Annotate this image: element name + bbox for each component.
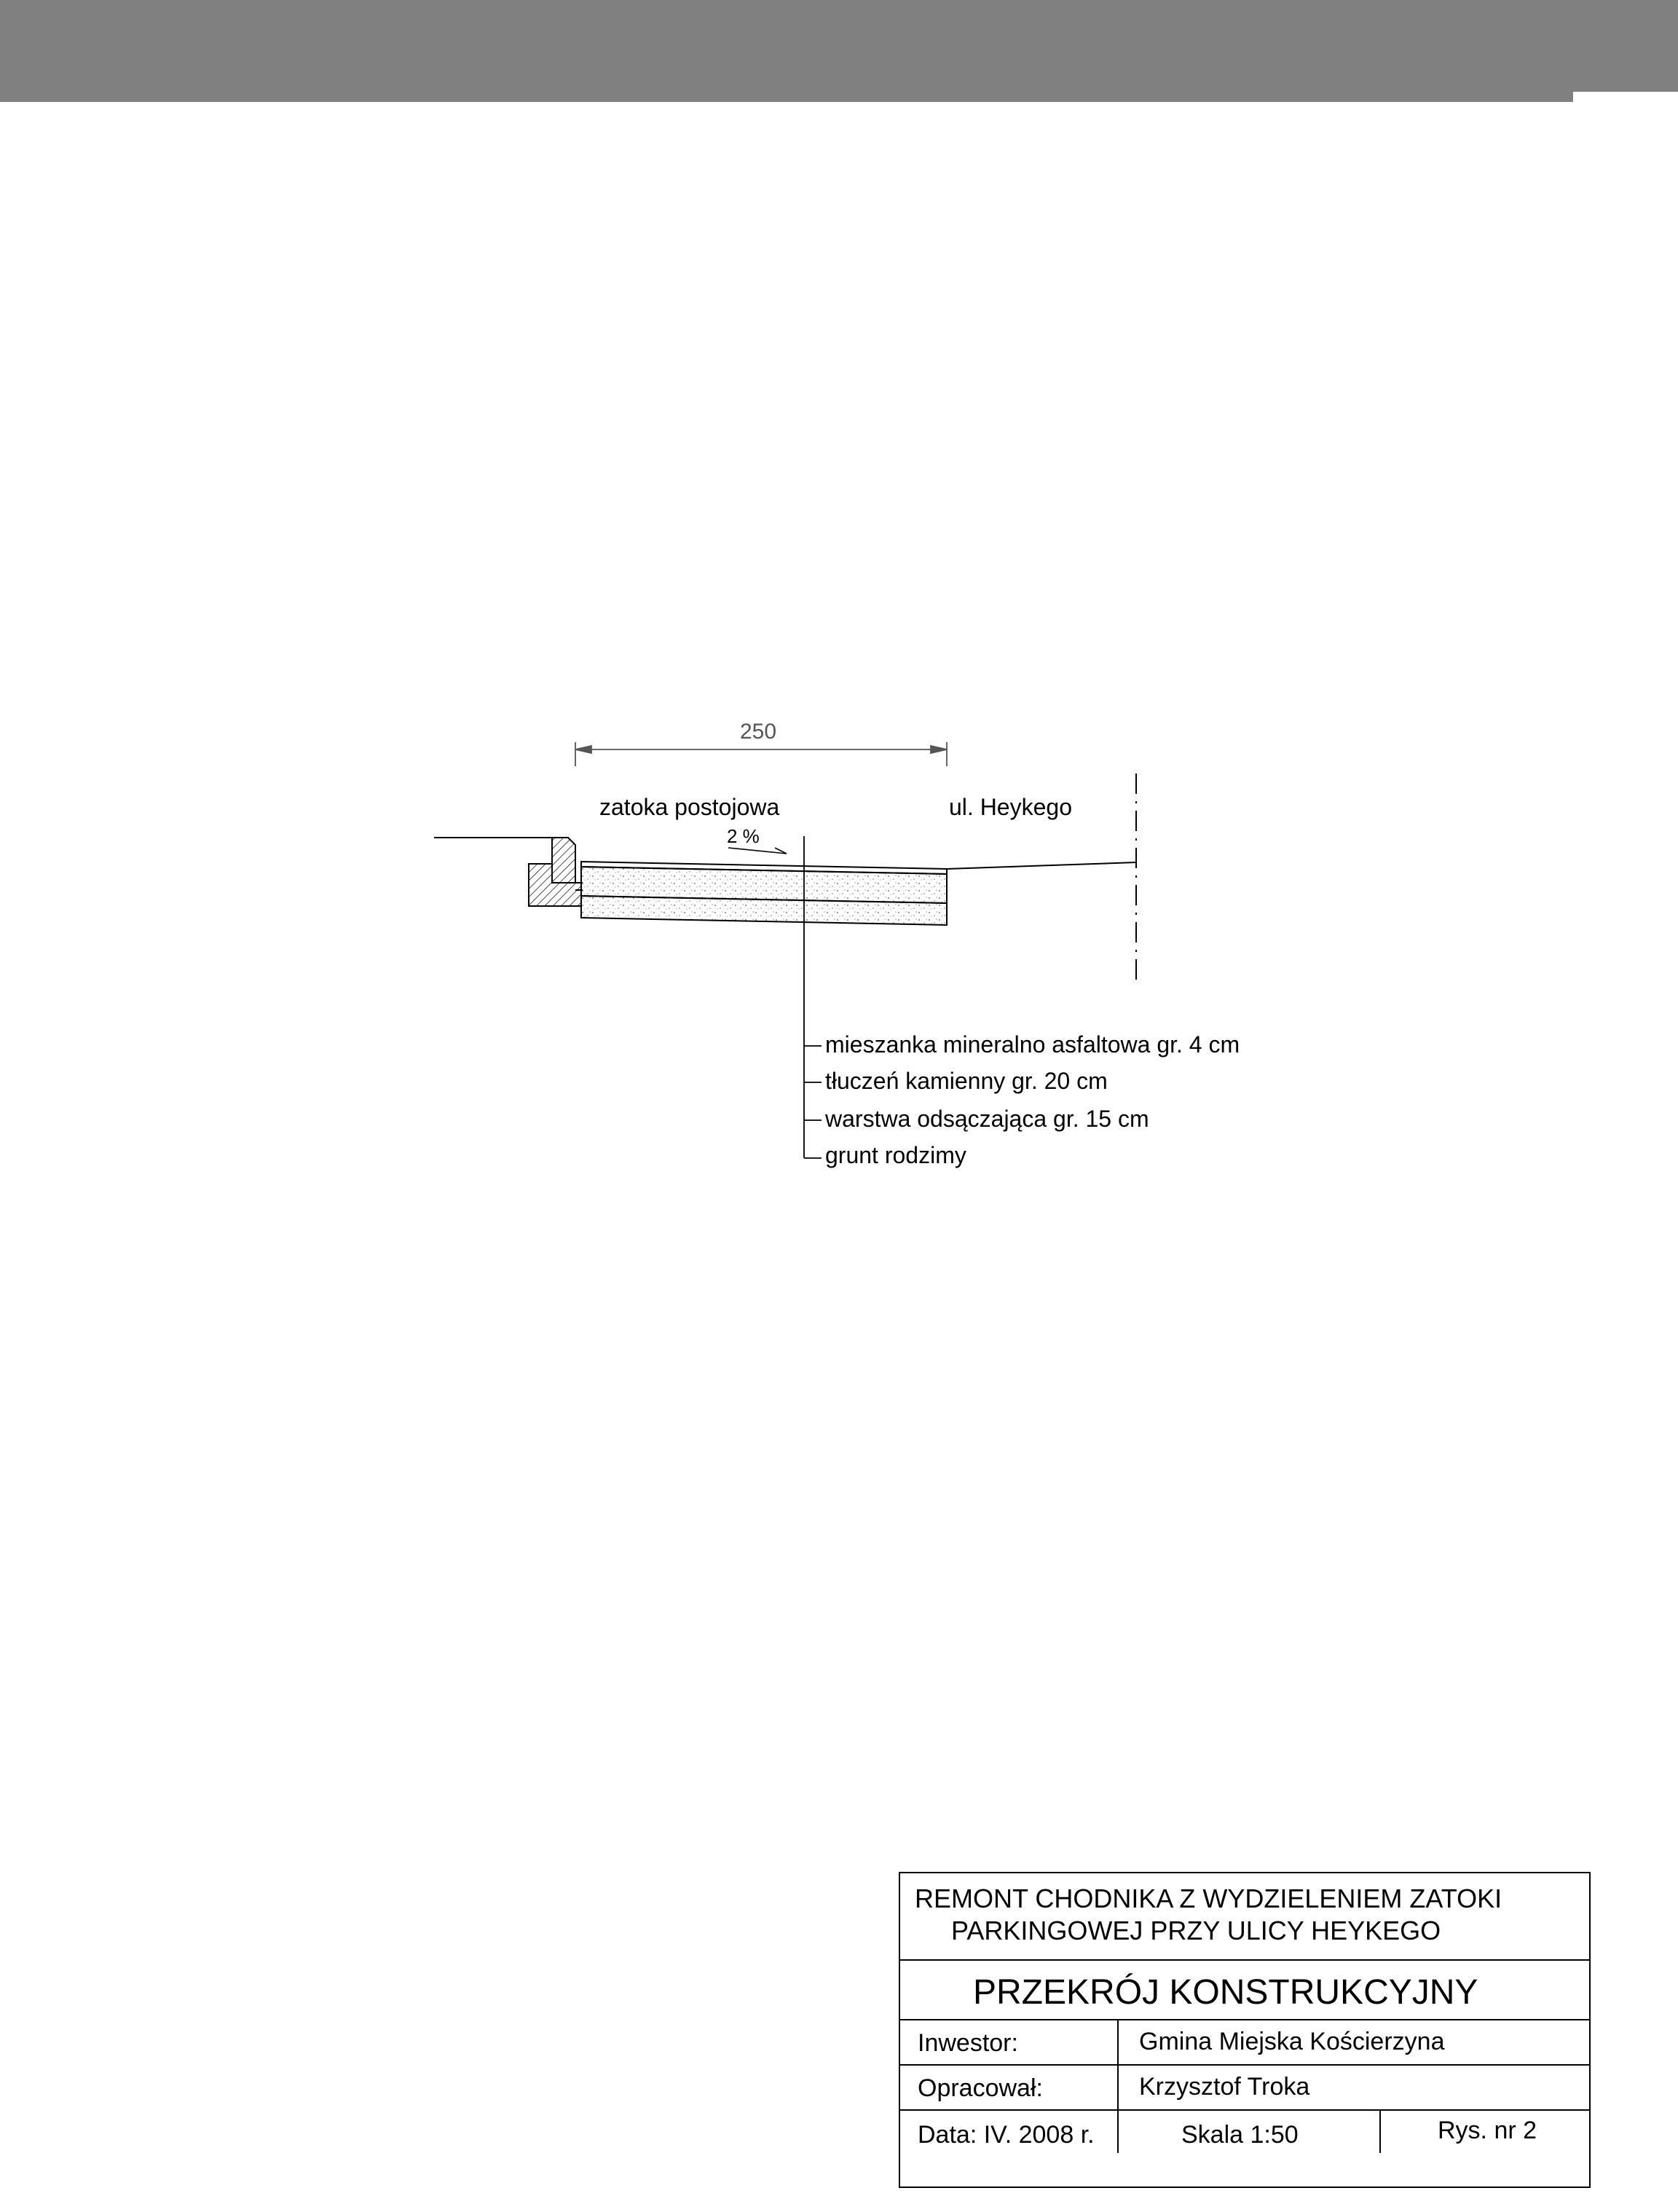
investor-row — [900, 2020, 1589, 2066]
scale-label: Skala 1:50 — [1181, 2121, 1299, 2149]
investor-label: Inwestor: — [918, 2029, 1018, 2057]
project-title-row — [900, 1873, 1589, 1961]
title-block — [899, 1872, 1591, 2188]
drawing-title: PRZEKRÓJ KONSTRUKCYJNY — [973, 1973, 1478, 2012]
meta-row — [900, 2111, 1589, 2187]
dimension-250 — [575, 742, 947, 766]
sheet-number: Rys. nr 2 — [1438, 2117, 1537, 2144]
slope-label: 2 % — [727, 825, 760, 847]
road-surface-line — [947, 862, 1136, 869]
dimension-label: 250 — [740, 720, 777, 744]
date-label: Data: IV. 2008 r. — [918, 2121, 1095, 2149]
slope-arrow — [728, 848, 787, 854]
author-label: Opracował: — [918, 2074, 1043, 2102]
layer-label-asphalt: mieszanka mineralno asfaltowa gr. 4 cm — [825, 1031, 1240, 1058]
author-value: Krzysztof Troka — [1139, 2073, 1310, 2101]
curb — [529, 838, 583, 906]
street-label: ul. Heykego — [949, 794, 1072, 820]
pavement-layers — [581, 862, 947, 925]
investor-value: Gmina Miejska Kościerzyna — [1139, 2028, 1445, 2055]
project-title-line2: PARKINGOWEJ PRZY ULICY HEYKEGO — [951, 1916, 1441, 1945]
parking-bay-label: zatoka postojowa — [599, 794, 780, 820]
author-row — [900, 2066, 1589, 2111]
layer-label-crushed-stone: tłuczeń kamienny gr. 20 cm — [825, 1068, 1108, 1094]
layer-label-native-soil: grunt rodzimy — [825, 1142, 966, 1168]
project-title-line1: REMONT CHODNIKA Z WYDZIELENIEM ZATOKI — [915, 1884, 1502, 1913]
layer-label-drainage: warstwa odsączająca gr. 15 cm — [825, 1106, 1149, 1132]
drawing-title-row — [900, 1961, 1589, 2020]
